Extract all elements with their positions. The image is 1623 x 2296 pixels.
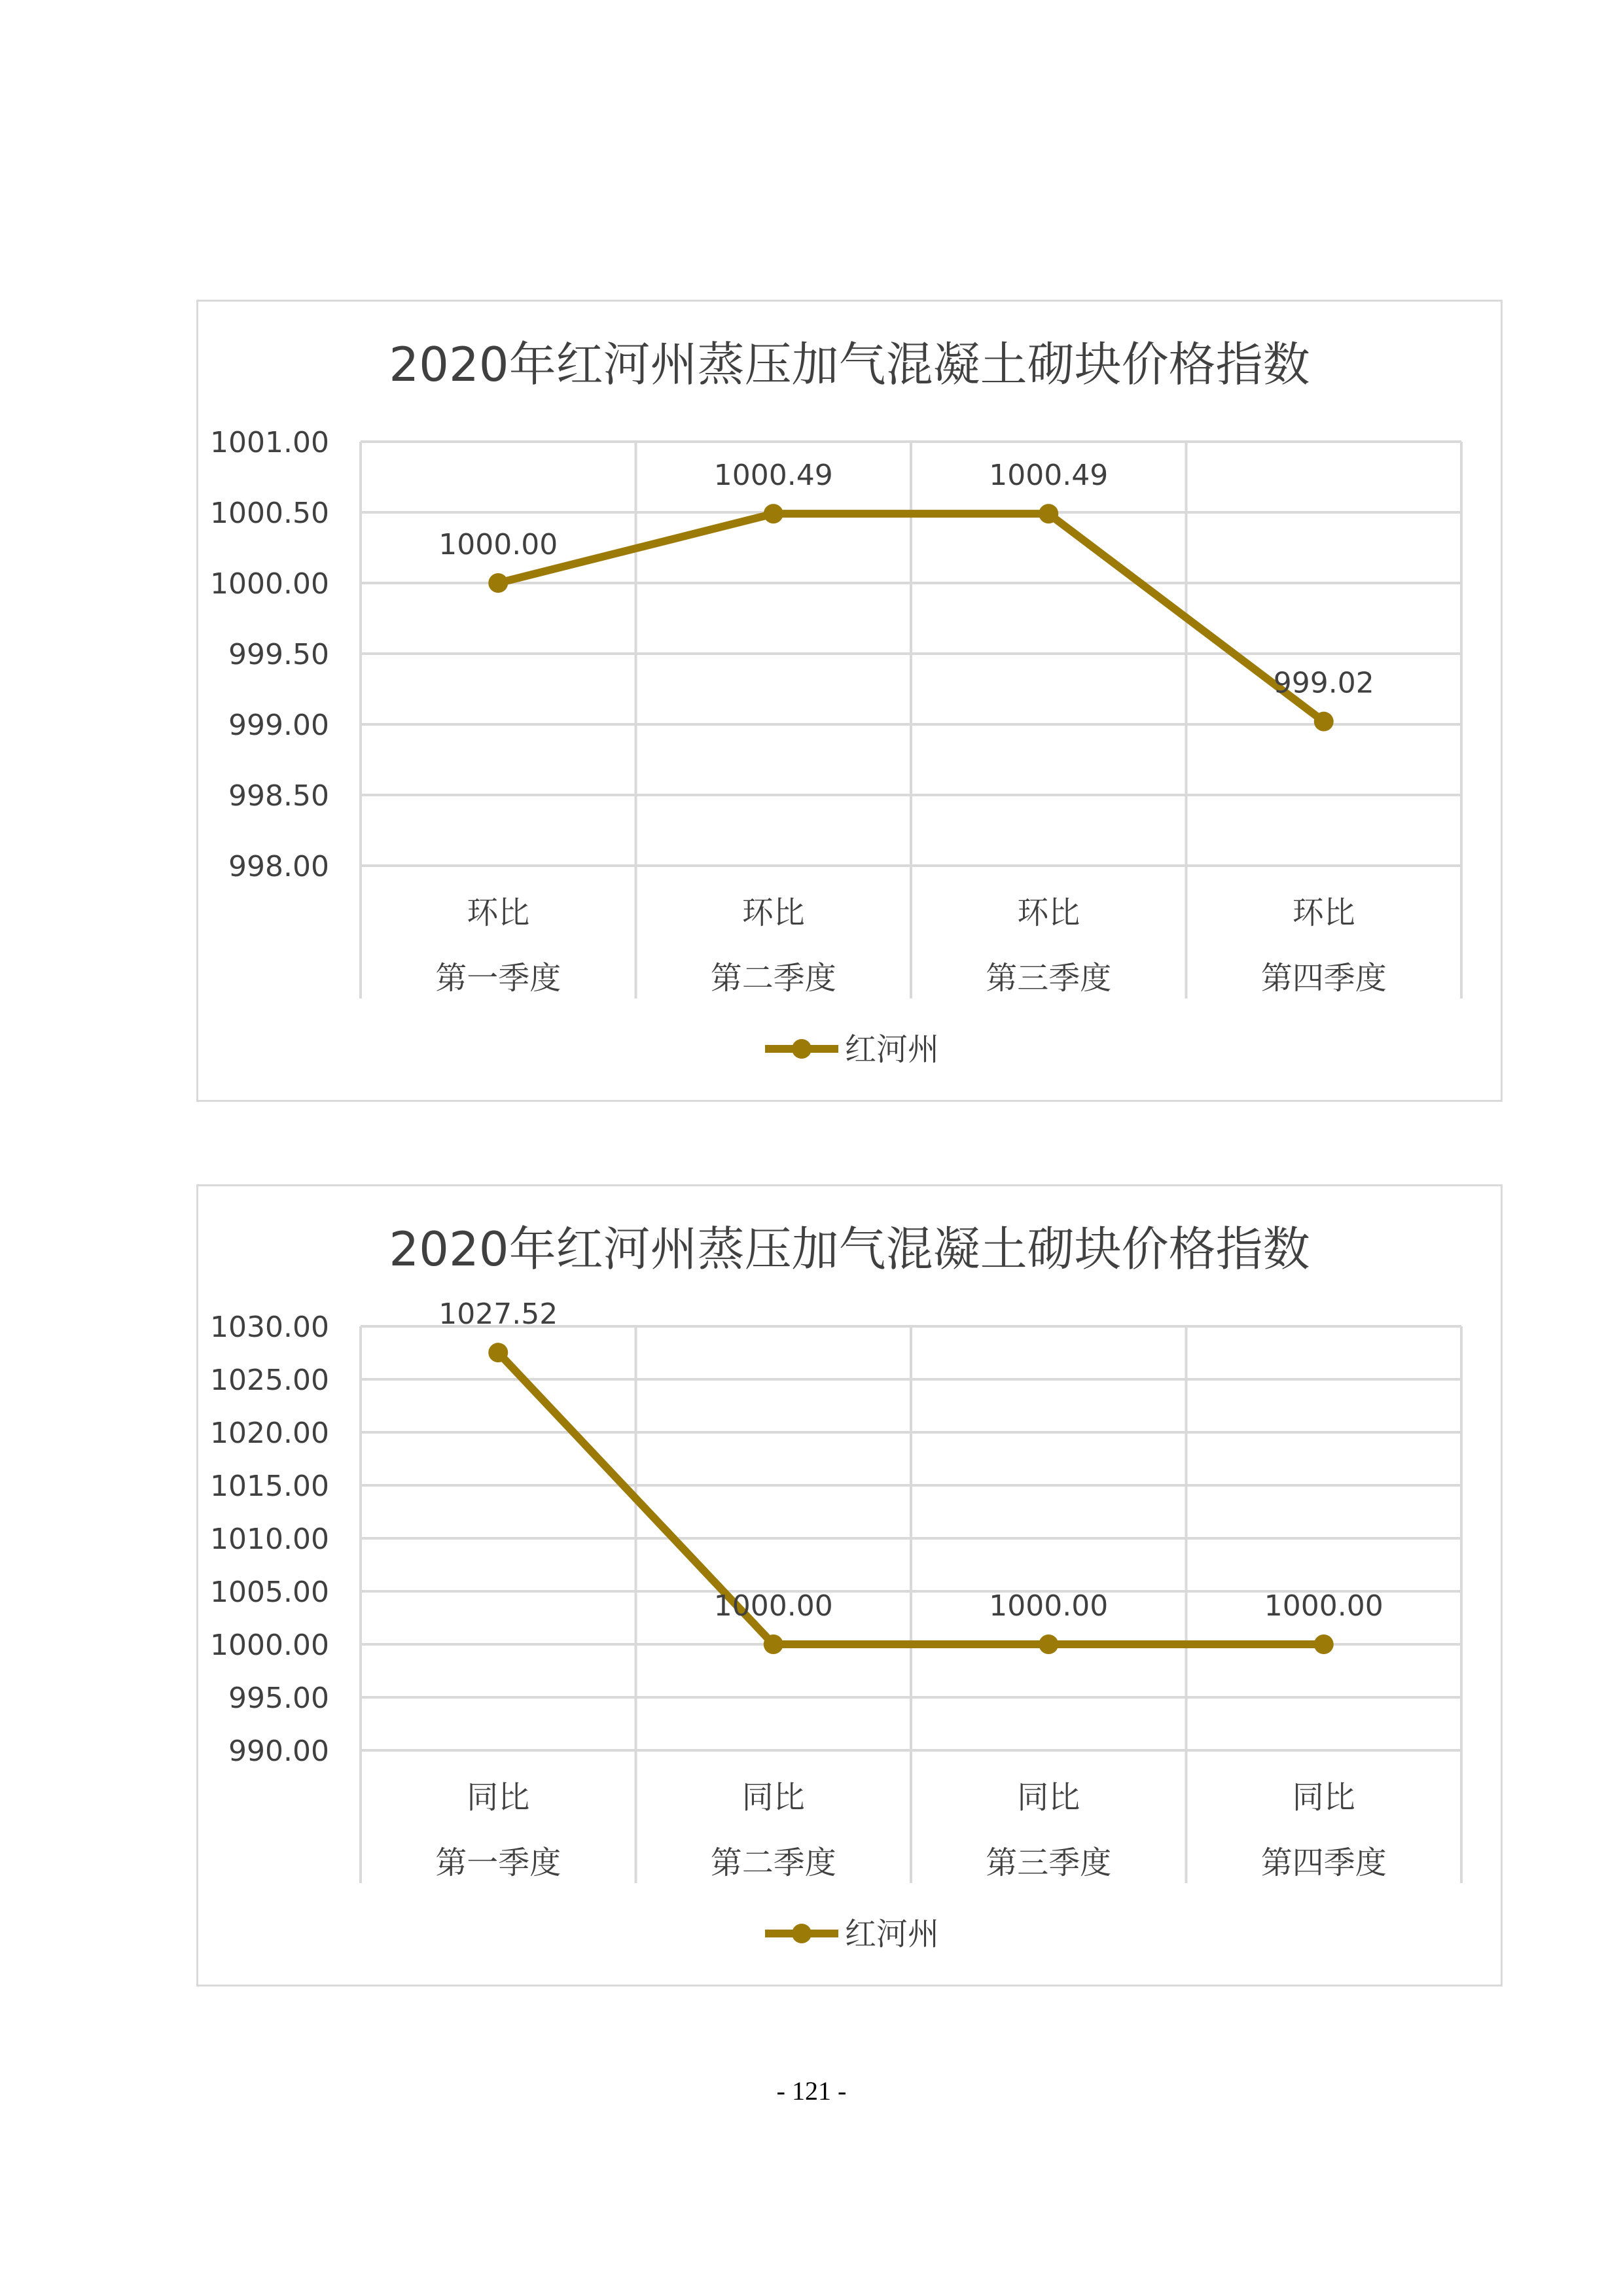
data-point [1314, 712, 1334, 732]
page-number: - 121 - [776, 2076, 847, 2106]
x-tick-label: 同比 [1292, 1779, 1355, 1816]
y-tick-label: 1005.00 [210, 1576, 329, 1609]
chart-title: 2020年红河州蒸压加气混凝土砌块价格指数 [389, 337, 1310, 392]
y-tick-label: 998.50 [228, 779, 329, 813]
y-tick-label: 1000.00 [210, 567, 329, 601]
x-tick-label: 第三季度 [986, 960, 1112, 997]
legend-marker [792, 1039, 812, 1059]
legend-label: 红河州 [845, 1916, 940, 1952]
data-label: 1027.52 [438, 1298, 558, 1332]
chart-2 [196, 1184, 1503, 1987]
data-label: 1000.00 [989, 1589, 1109, 1623]
y-tick-label: 1001.00 [210, 426, 329, 459]
y-tick-label: 999.50 [228, 638, 329, 671]
data-point [1039, 1634, 1058, 1654]
data-label: 999.02 [1273, 666, 1374, 700]
data-point [1039, 504, 1058, 523]
y-tick-label: 1010.00 [210, 1523, 329, 1556]
x-tick-label: 环比 [1017, 894, 1080, 931]
data-point [764, 504, 783, 523]
x-tick-label: 同比 [741, 1779, 805, 1816]
x-tick-label: 第三季度 [986, 1845, 1112, 1881]
x-tick-label: 同比 [1017, 1779, 1080, 1816]
x-tick-label: 第四季度 [1260, 960, 1387, 997]
legend-label: 红河州 [845, 1031, 940, 1068]
data-point [488, 1343, 508, 1362]
x-tick-label: 第一季度 [435, 1845, 562, 1881]
legend-marker [792, 1924, 812, 1943]
x-tick-label: 第二季度 [710, 1845, 836, 1881]
data-point [488, 573, 508, 593]
x-tick-label: 第一季度 [435, 960, 562, 997]
x-tick-label: 环比 [741, 894, 805, 931]
y-tick-label: 1015.00 [210, 1470, 329, 1503]
data-point [1314, 1634, 1334, 1654]
x-tick-label: 第四季度 [1260, 1845, 1387, 1881]
y-tick-label: 998.00 [228, 850, 329, 883]
data-label: 1000.00 [713, 1589, 833, 1623]
x-tick-label: 第二季度 [710, 960, 836, 997]
chart-1-plot [198, 302, 1501, 1100]
data-label: 1000.49 [989, 459, 1109, 493]
data-label: 1000.00 [438, 528, 558, 561]
y-tick-label: 1025.00 [210, 1364, 329, 1397]
chart-2-plot [198, 1186, 1501, 1985]
y-tick-label: 1000.50 [210, 497, 329, 530]
y-tick-label: 990.00 [228, 1735, 329, 1768]
x-tick-label: 环比 [1292, 894, 1355, 931]
y-tick-label: 1020.00 [210, 1417, 329, 1450]
y-tick-label: 999.00 [228, 709, 329, 742]
data-label: 1000.00 [1264, 1589, 1383, 1623]
data-point [764, 1634, 783, 1654]
y-tick-label: 1000.00 [210, 1629, 329, 1662]
chart-1 [196, 300, 1503, 1102]
chart-title: 2020年红河州蒸压加气混凝土砌块价格指数 [389, 1222, 1310, 1277]
data-label: 1000.49 [713, 459, 833, 493]
y-tick-label: 1030.00 [210, 1311, 329, 1344]
x-tick-label: 环比 [467, 894, 530, 931]
y-tick-label: 995.00 [228, 1682, 329, 1715]
x-tick-label: 同比 [467, 1779, 530, 1816]
